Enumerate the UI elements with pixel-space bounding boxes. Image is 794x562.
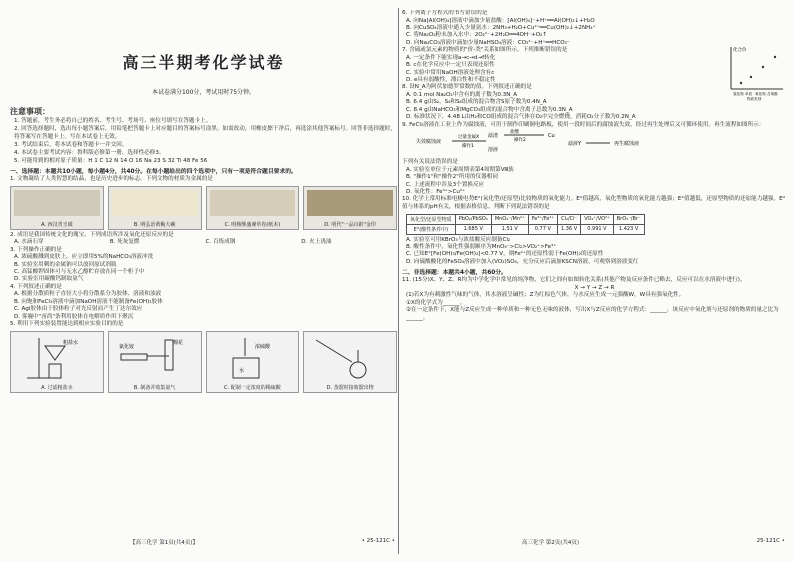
option: C. 高锰酸钾固体可与无水乙醇贮存放在同一个柜子中: [14, 269, 145, 275]
reaction-scheme: X → Y → Z → R: [574, 284, 615, 291]
sub-question: ②在一定条件下，X能与Z反应生成一种单质和一种无色无味的液体，写出X与Z反应的化学方程式：______，该反应中氧化剂与还原剂的物质的量之比为______。: [406, 307, 779, 321]
ammonia-apparatus-icon: [117, 336, 187, 380]
svg-text:操作2: 操作2: [514, 138, 526, 144]
option: D. 向硫酸酸化的FeSO₄溶液中加入(VO₂)SO₄，充分反应后滴加KSCN溶液，可观察到溶液变红: [406, 258, 639, 265]
artifact-image: C. 明杨继盛谏草卷(纸本): [206, 186, 300, 230]
option: A. 向Na[Al(OH)₄]溶液中滴加少量盐酸：[Al(OH)₄]⁻+H⁺══Al(OH)₃↓+H₂O: [406, 17, 595, 24]
svg-text:操作1: 操作1: [462, 144, 474, 150]
option: A. 水滴石穿: [14, 239, 44, 246]
option: C. 实验中常用NaOH溶液处理含有c: [406, 69, 495, 76]
column-divider: [398, 8, 399, 554]
option: D. 火上浇油: [301, 239, 332, 246]
question-8: 8. 设N_A为阿伏加德罗常数的值。下列叙述正确的是: [402, 84, 532, 91]
note-item: 1. 答题前，考生务必将自己的姓名、考生号、考场号、座位号填写在答题卡上。: [14, 118, 212, 124]
option: C. AgI胶体由于胶体粒子对光反射而产生丁达尔效应: [14, 306, 143, 313]
question-4: 4. 下列叙述正确的是: [10, 283, 62, 290]
artifact-image: D. 明代"一品百龄"金印: [303, 186, 397, 230]
artifact-image: B. 明弘治黄釉大碗: [108, 186, 202, 230]
option: B. 6.4 g由S₂、S₄和S₈组成的混合物含S原子数为0.4N_A: [406, 99, 547, 106]
exam-meta: 本试卷满分100分，考试用时75分钟。: [151, 89, 256, 96]
option: D. 向Na₂CO₃溶液中滴加少量NaHSO₄溶液：CO₃²⁻+H⁺══HCO₃⁻: [406, 39, 570, 46]
page-footer: 【高三化学 第1页(共4页)】: [130, 540, 199, 546]
option: D. 标准状况下，4.48 L由H₂和CO组成的混合气体在O₂中完全燃烧，消耗O₂分子数为0.2N_A: [406, 114, 636, 121]
svg-text:溶液: 溶液: [488, 147, 499, 154]
svg-text:再生腐蚀液: 再生腐蚀液: [614, 141, 640, 148]
page-code: 25-121C •: [756, 538, 785, 544]
svg-text:氯化铵: 氯化铵: [118, 343, 134, 350]
note-item: 5. 可能用到的相对原子质量：H 1 C 12 N 14 O 16 Na 23 S 32 Ti 48 Fe 56: [14, 158, 208, 164]
apparatus-image: 粗盐水 A. 过滤粗盐水: [10, 331, 104, 393]
svg-text:单质: 单质: [745, 92, 753, 97]
svg-text:化合价: 化合价: [733, 48, 747, 54]
artifact-image: A. 西汉青玉璜: [10, 186, 104, 230]
svg-text:氢化物: 氢化物: [733, 92, 744, 97]
sub-question: (1)若X为有刺激性气味的气体，其水溶液呈碱性；Z为红棕色气体，与水反应生成一元强酸W，W具有强氧化性。: [406, 292, 685, 299]
option: C. 已知E°[Fe(OH)₃/Fe(OH)₂]<0.77 V，则Fe²⁺的还原性弱于Fe(OH)₂的还原性: [406, 251, 604, 258]
option: B. 向饱和FeCl₃溶液中滴加NaOH溶液不能制备Fe(OH)₃胶体: [14, 298, 163, 305]
option: A. 浓硫酸溅到皮肤上，应立即用5%的NaHCO₃溶液冲洗: [14, 254, 154, 261]
page-title: 高三半期考化学试卷: [122, 53, 285, 72]
apparatus-image: 浓硫酸 水 C. 配制一定浓度的稀硫酸: [206, 331, 300, 393]
option: C. 上述流程中涉及3个置换反应: [406, 181, 485, 188]
option: C. 百炼成钢: [205, 239, 236, 246]
question-6: 6. 下列离子方程式的书写错误的是: [402, 10, 488, 16]
svg-text:失效腐蚀液: 失效腐蚀液: [416, 139, 442, 146]
option: B. 酸性条件中，氧化性强弱顺序为MnO₄⁻>Cl₂>VO₂⁺>Fe³⁺: [406, 244, 557, 251]
option: D. 氧化性：Fe³⁺>Cu²⁺: [406, 189, 466, 196]
option: C. 将Na₂O₂粉末加入水中：2O₂²⁻+2H₂O══4OH⁻+O₂↑: [406, 32, 548, 39]
note-item: 2. 回答选择题时，选出每小题答案后，用铅笔把答题卡上对应题目的答案标号涂黑。如需改动，用橡皮擦干净后，再选涂其他答案标号。回答非选择题时，将答案写在答题卡上。写在本试卷上无效。: [14, 126, 396, 140]
page-code: • 25-121C •: [361, 538, 395, 544]
jade-photo: [14, 190, 100, 216]
option: B. 实验室用剩的金属钠可以放回原试剂瓶: [14, 261, 117, 268]
svg-text:物质类别: 物质类别: [747, 97, 762, 102]
regeneration-flowchart: [414, 129, 744, 155]
question-2: 2. 成语是我国传统文化的瑰宝。下列成语所涉及氧化还原反应的是: [10, 231, 174, 238]
svg-text:棉花: 棉花: [172, 339, 183, 346]
question-3: 3. 下列操作正确的是: [10, 246, 62, 253]
option: A. 0.1 mol Na₂O₂中含有的离子数为0.3N_A: [406, 92, 518, 99]
artifact-images: [10, 186, 397, 230]
scroll-photo: [210, 190, 296, 216]
svg-text:滤渣: 滤渣: [488, 133, 499, 140]
filter-apparatus-icon: [19, 336, 89, 380]
option: B. "操作1"和"操作2"所用的仪器相同: [406, 174, 498, 181]
seal-photo: [307, 190, 393, 216]
question-9-prompt: 下列有关说法错误的是: [402, 159, 458, 166]
note-item: 3. 考试结束后，将本试卷和答题卡一并交回。: [14, 142, 128, 148]
bowl-photo: [112, 190, 198, 216]
svg-text:含氧酸: 含氧酸: [767, 92, 778, 97]
apparatus-images: [10, 331, 397, 393]
table-row: 氧化型/还原型物质 PbO₂/PbSO₄ MnO₄⁻/Mn²⁺ Fe³⁺/Fe²⁺ Cl₂/Cl⁻ VO₂⁺/VO²⁺ BrO₃⁻/Br⁻: [407, 214, 645, 224]
svg-text:盐酸: 盐酸: [510, 130, 519, 136]
svg-text:Cu: Cu: [548, 133, 555, 140]
option: B. c在化学反应中一定只表现还原性: [406, 62, 495, 69]
right-column: [402, 10, 787, 550]
question-7: 7. 含硫或氯元素的物质的"价-类"关系如图所示。下列推断错误的是: [402, 47, 568, 54]
option: A. 一定条件下能实现a→c→d→f转化: [406, 54, 496, 61]
question-5: 5. 利用下列实验装置能达到相应实验目的的是: [10, 321, 124, 328]
potential-table: [406, 214, 645, 235]
apparatus-image: D. 蒸馏时接收馏出物: [303, 331, 397, 393]
svg-text:浓硫酸: 浓硫酸: [254, 343, 270, 350]
svg-text:水: 水: [238, 367, 244, 374]
option: B. 向CuSO₄溶液中通入少量氨水：2NH₃+H₂O+Cu²⁺══Cu(OH)₂↓+2NH₄⁺: [406, 25, 596, 31]
dilution-apparatus-icon: [215, 336, 285, 380]
options: [10, 239, 397, 246]
option: A. 实验室单位于元素周期表第4周期第Ⅷ族: [406, 166, 514, 173]
sub-question: ①X的化学式为______。: [406, 299, 466, 306]
option: D. e具有弱酸性，漂白性和不稳定性: [406, 77, 496, 84]
svg-text:粗盐水: 粗盐水: [63, 339, 79, 346]
section-heading: 一、选择题：本题共10小题，每小题4分，共40分。在每小题给出的四个选项中，只有一项是符合题目要求的。: [10, 169, 297, 175]
footer-left-area: [10, 538, 397, 550]
option: D. 雾霾中"卤尚"条利用胶体在电解质作用下聚沉: [14, 313, 134, 320]
section-heading: 二、非选择题：本题共4小题，共60分。: [402, 270, 507, 277]
question-10: 10. 化学上常用标准电极电势E°(氧化型/还原型)比较物质的氧化能力。E°值越高，氧化型物质的氧化能力越强；E°值越低，还原型物质的还原能力越强。E°值与体系的pH有关，根据表格信息，判断下列说法错误的是: [402, 196, 786, 211]
distillation-apparatus-icon: [312, 336, 382, 380]
option: A. 根据分散质粒子直径大小将分散系分为胶体、溶液和浊液: [14, 291, 162, 298]
option: D. 实验室用碳酸钙制取氨气: [14, 276, 84, 283]
left-column: [10, 10, 397, 550]
note-item: 4. 本试卷主要考试内容：鲁科版必修第一册、选择性必修3。: [14, 150, 165, 156]
apparatus-image: 氯化铵 棉花 B. 制备并收集氨气: [108, 331, 202, 393]
question-11: 11. (15分)X、Y、Z、R均为中学化学中常见的纯净物，它们之间有如图转化关系(其他产物及反应条件已略去，反应可以在水溶液中进行)。: [402, 277, 746, 284]
footer-right-area: [402, 538, 787, 550]
option: A. 实验室可用KBrO₃与浓盐酸反应制备Cl₂: [406, 236, 511, 243]
option: B. 死灰复燃: [109, 239, 140, 246]
page-footer: 高三化学 第2页(共4页): [522, 540, 580, 546]
svg-text:氧化物: 氧化物: [755, 92, 766, 97]
notes-heading: 注意事项：: [10, 107, 50, 116]
svg-text:滤液Y: 滤液Y: [568, 141, 582, 148]
question-1: 1. 文物凝结了人类智慧的结晶，也是历史进步的标志。下列文物的材质为金属的是: [10, 176, 213, 182]
valence-class-chart: [723, 43, 785, 101]
option: C. 8.4 g由NaHCO₃和MgCO₃组成的混合物中含离子总数为0.3N_A: [406, 106, 573, 113]
table-row: E°(酸性条件中) 1.685 V 1.51 V 0.77 V 1.36 V 0.991 V 1.423 V: [407, 224, 645, 234]
svg-text:过量金属X: 过量金属X: [458, 135, 480, 141]
question-9: 9. FeCl₃溶液在工业上作为腐蚀液，可用于制作印刷铜电路板，使用一段时间后的腐蚀液失效，经过再生处理后又可循环使用。再生流程如图所示：: [402, 121, 765, 128]
